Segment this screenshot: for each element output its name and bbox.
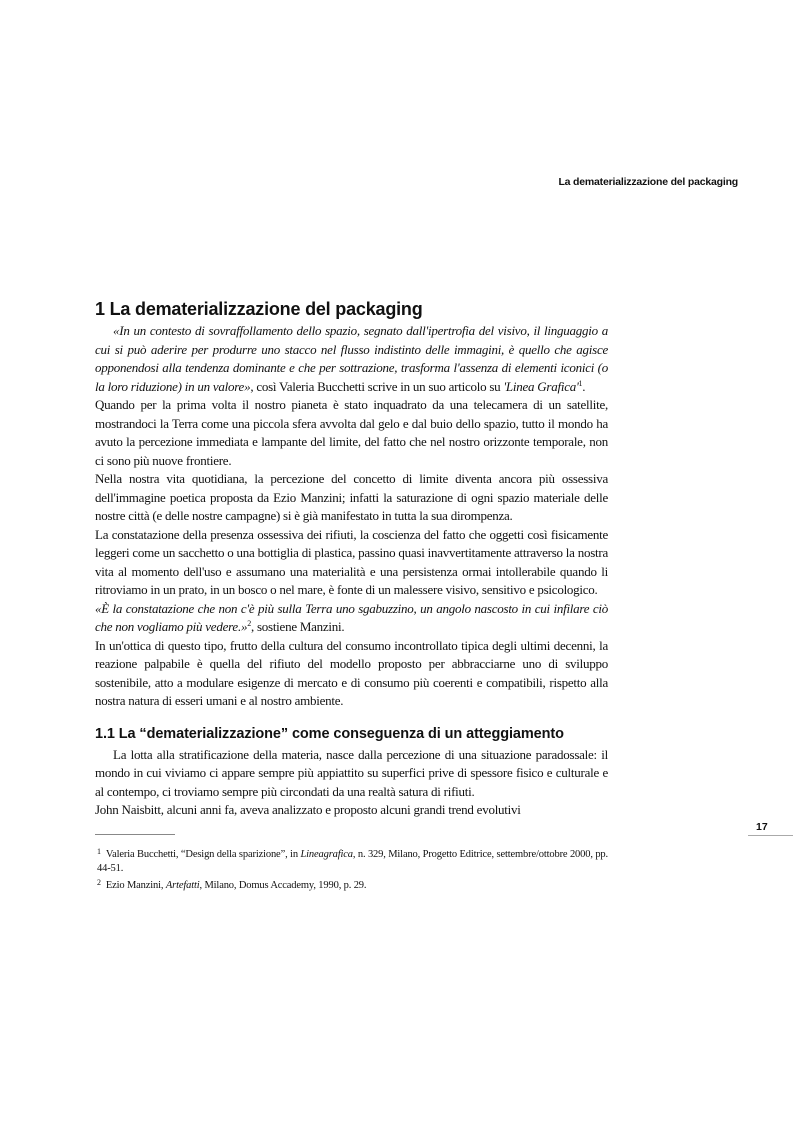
footnote-ref-1[interactable]: 1 xyxy=(578,378,583,388)
manzini-quote: «È la constatazione che non c'è più sulla Terra uno sgabuzzino, un angolo nascosto in cui infilare ciò che non vogliamo più vedere.» xyxy=(95,600,608,634)
subsection-paragraph-1: La lotta alla stratificazione della materia, nasce dalla percezione di una situazione paradossale: il mondo in cui viviamo ci appare sempre più appiattito su superfici prive di spessore fisico e culturale e al contempo, ci troviamo sempre più circondati da una realtà satura di rifiuti. xyxy=(95,746,608,799)
paragraph-6: In un'ottica di questo tipo, frutto della cultura del consumo incontrollato tipica degli ultimi decenni, la reazione palpabile è quella del rifiuto del modello proposto per abbracciarne uno di sviluppo sostenibile, atto a modulare esigenze di mercato e di consumo più coerenti e compatibili, rispetto alla nostra natura di esseri umani e al nostro ambiente. xyxy=(95,637,608,708)
paragraph-1-text: , così Valeria Bucchetti scrive in un suo articolo su xyxy=(250,378,504,394)
section-title: 1 La dematerializzazione del packaging xyxy=(95,299,423,319)
running-head: La dematerializzazione del packaging xyxy=(558,176,738,188)
subsection-title: 1.1 La “dematerializzazione” come conseguenza di un atteggiamento xyxy=(95,725,564,742)
footnote-number: 2 xyxy=(97,877,101,887)
paragraph-3: Nella nostra vita quotidiana, la percezione del concetto di limite diventa ancora più ossessiva dell'immagine poetica proposta da Ezio Manzini; infatti la saturazione di ogni spazio materiale delle nostre città (e delle nostre campagne) si è già manifestato in tutta la sua dirompenza. xyxy=(95,471,608,523)
footnote-ref-2[interactable]: 2 xyxy=(247,619,251,628)
bucchetti-quote: «In un contesto di sovraffollamento dello spazio, segnato dall'ipertrofia del visivo, il linguaggio a cui si può aderire per produrre uno stacco nel flusso indistinto delle immagini, è quello che agisce opponendosi alla tendenza dominante e che per sottrazione, trasforma l'assenza di elementi iconici (o la loro riduzione) in un valore» xyxy=(95,323,608,394)
footnote-text: Valeria Bucchetti, “Design della sparizione”, in xyxy=(105,848,301,860)
footnote-number: 1 xyxy=(97,846,101,856)
footnote-text-end: , n. 329, Milano, Progetto Editrice, settembre/ottobre 2000, pp. 44-51. xyxy=(97,848,608,874)
page-number: 17 xyxy=(756,821,768,833)
paragraph-4: La constatazione della presenza ossessiva dei rifiuti, la coscienza del fatto che oggetti così fisicamente leggeri come un sacchetto o una bottiglia di plastica, passino quasi inavvertitamente attraverso la nostra vita al momento dell'uso e assumano una materialità e una persistenza ormai intollerabile quando li ritroviamo in un prato, in un bosco o nel mare, è fonte di un malessere visivo, sensitivo e psicologico. xyxy=(95,526,608,597)
paragraph-2: Quando per la prima volta il nostro pianeta è stato inquadrato da una telecamera di un satellite, mostrandoci la Terra come una piccola sfera avvolta dal gelo e dal buio dello spazio, tutto il mondo ha avuto la percezione immediata e lampante del limite, del fatto che nel nostro orizzonte temporale, non ci sono più nuove frontiere. xyxy=(95,397,608,468)
footnote-publication: Artefatti xyxy=(165,879,200,891)
footnote-divider xyxy=(95,834,175,835)
main-text xyxy=(95,298,608,893)
paragraph-1-end: . xyxy=(582,378,586,394)
paragraph-5-text: , sostiene Manzini. xyxy=(250,619,345,634)
footnote-text-end: , Milano, Domus Accademy, 1990, p. 29. xyxy=(199,879,367,891)
footnote-1 xyxy=(95,845,608,876)
footnote-2 xyxy=(95,876,608,893)
subsection-paragraph-2: John Naisbitt, alcuni anni fa, aveva analizzato e proposto alcuni grandi trend evolutivi xyxy=(95,802,521,817)
page-number-rule xyxy=(748,835,793,836)
paragraph-5 xyxy=(95,600,608,637)
source-title: 'Linea Grafica' xyxy=(503,378,579,394)
footnote-publication: Lineagrafica xyxy=(300,848,353,860)
paragraph-1 xyxy=(95,322,608,396)
footnote-text: Ezio Manzini, xyxy=(105,879,166,891)
